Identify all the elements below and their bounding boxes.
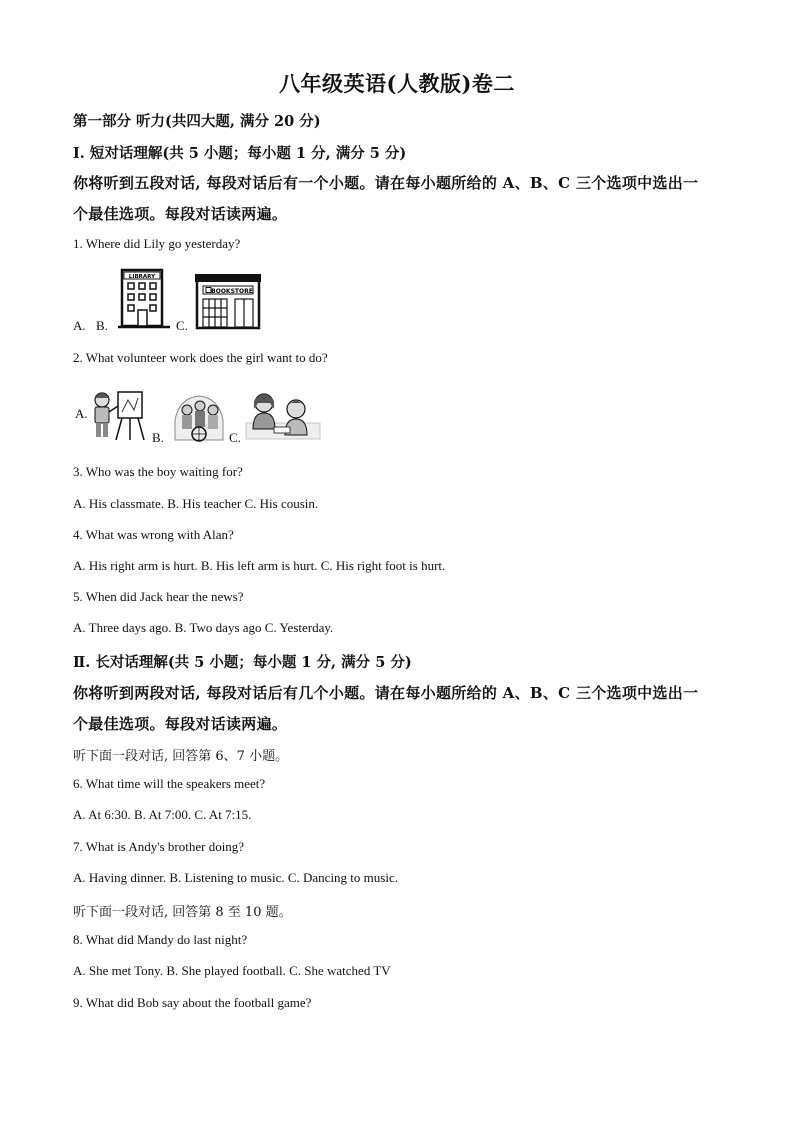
question-4-options: A. His right arm is hurt. B. His left arm is hurt. C. His right foot is hurt. bbox=[73, 558, 446, 573]
q2-option-c-label: C. bbox=[229, 430, 241, 445]
q1-option-a-label: A. bbox=[73, 318, 86, 333]
question-3: 3. Who was the boy waiting for? bbox=[73, 464, 243, 479]
section-1-instruction: 你将听到五段对话, 每段对话后有一个小题。请在每小题所给的 A、B、C 三个选项中选出一 bbox=[73, 174, 699, 192]
q1-option-b-label: B. bbox=[96, 318, 108, 333]
teaching-image bbox=[246, 389, 320, 441]
helping-elderly-image bbox=[173, 390, 225, 444]
q1-option-c-label: C. bbox=[176, 318, 188, 333]
page-title: 八年级英语(人教版)卷二 bbox=[279, 71, 515, 96]
question-1: 1. Where did Lily go yesterday? bbox=[73, 236, 241, 251]
section-1-instruction-cont: 个最佳选项。每段对话读两遍。 bbox=[73, 205, 288, 223]
bookstore-sign: BOOKSTORE bbox=[211, 288, 253, 295]
section-2-heading: Ⅱ. 长对话理解(共 5 小题；每小题 1 分, 满分 5 分) bbox=[73, 654, 412, 671]
part-heading: 第一部分 听力(共四大题, 满分 20 分) bbox=[73, 113, 321, 130]
listen-instruction-2: 听下面一段对话, 回答第 8 至 10 题。 bbox=[73, 905, 292, 920]
question-7: 7. What is Andy's brother doing? bbox=[73, 839, 245, 854]
question-7-options: A. Having dinner. B. Listening to music. C. Dancing to music. bbox=[73, 870, 398, 885]
question-8: 8. What did Mandy do last night? bbox=[73, 932, 248, 947]
question-5: 5. When did Jack hear the news? bbox=[73, 589, 244, 604]
section-1-heading: I. 短对话理解(共 5 小题；每小题 1 分, 满分 5 分) bbox=[73, 145, 407, 162]
question-4: 4. What was wrong with Alan? bbox=[73, 527, 234, 542]
question-2: 2. What volunteer work does the girl want to do? bbox=[73, 350, 328, 365]
section-2-instruction: 你将听到两段对话, 每段对话后有几个小题。请在每小题所给的 A、B、C 三个选项中选出一 bbox=[73, 684, 699, 702]
library-image bbox=[118, 268, 170, 330]
library-sign: LIBRARY bbox=[128, 274, 156, 280]
question-8-options: A. She met Tony. B. She played football. C. She watched TV bbox=[73, 963, 391, 978]
question-3-options: A. His classmate. B. His teacher C. His cousin. bbox=[73, 496, 319, 511]
painting-image bbox=[90, 388, 150, 444]
question-6-options: A. At 6:30. B. At 7:00. C. At 7:15. bbox=[73, 807, 252, 822]
listen-instruction-1: 听下面一段对话, 回答第 6、7 小题。 bbox=[73, 749, 289, 764]
q2-option-a-label: A. bbox=[75, 406, 88, 421]
question-6: 6. What time will the speakers meet? bbox=[73, 776, 266, 791]
q2-option-b-label: B. bbox=[152, 430, 164, 445]
question-9: 9. What did Bob say about the football game? bbox=[73, 995, 312, 1010]
bookstore-image bbox=[195, 272, 261, 330]
section-2-instruction-cont: 个最佳选项。每段对话读两遍。 bbox=[73, 715, 288, 733]
question-5-options: A. Three days ago. B. Two days ago C. Yesterday. bbox=[73, 620, 334, 635]
